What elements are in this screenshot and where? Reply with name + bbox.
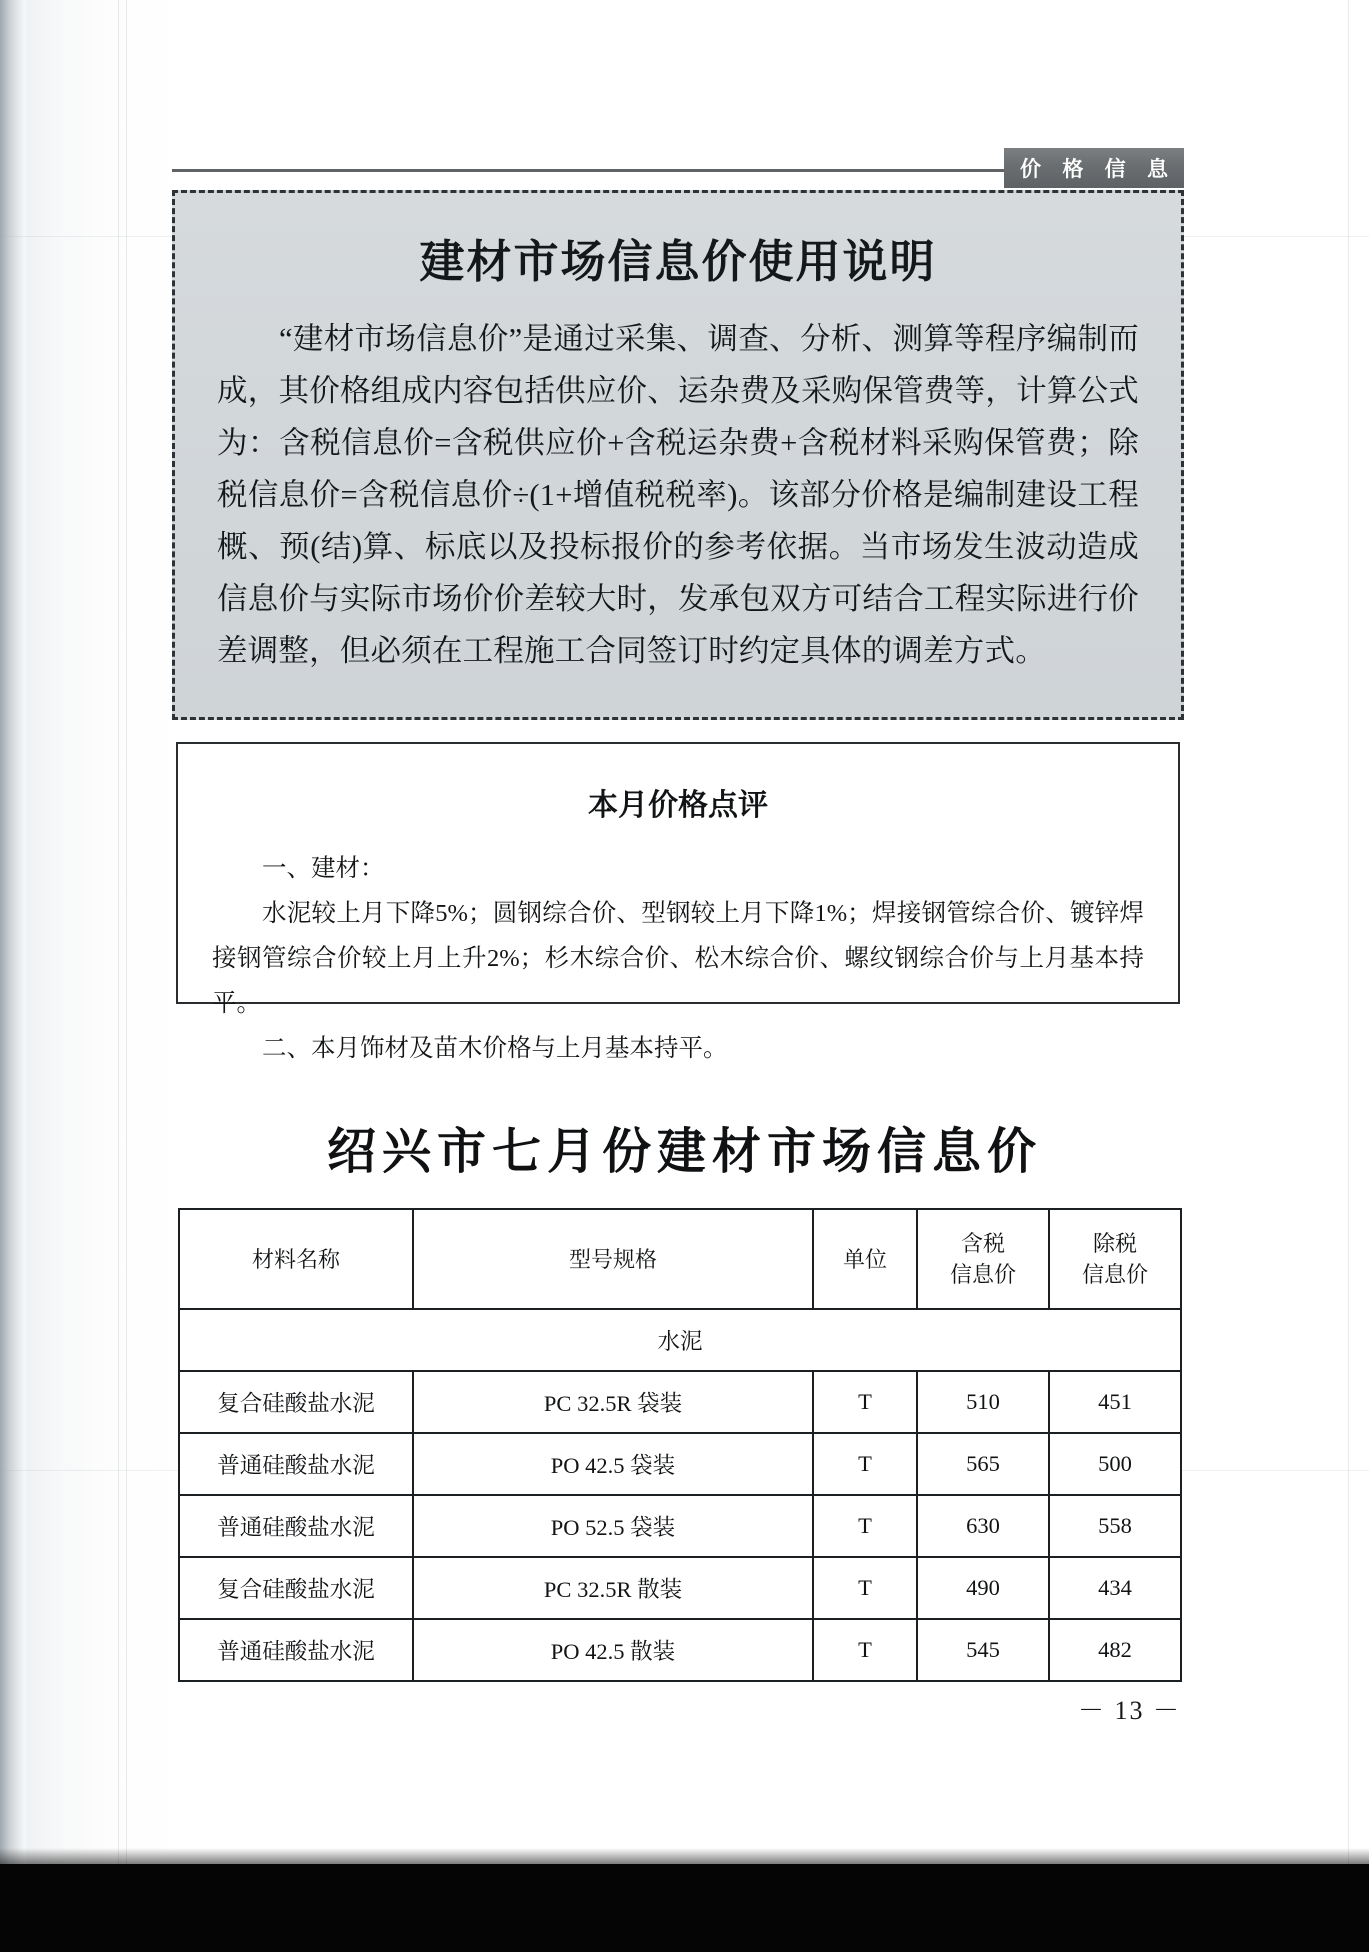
page-number: － 13 － <box>1077 1696 1181 1725</box>
net-price-line-1: 除税 <box>1092 1231 1137 1256</box>
price-table-body <box>179 1309 1181 1681</box>
price-table <box>178 1208 1182 1682</box>
price-table-title: 绍兴市七月份建材市场信息价 <box>326 1123 1042 1180</box>
cell-tax-exclusive-price: 451 <box>1049 1371 1181 1433</box>
cell-tax-inclusive-price: 490 <box>917 1557 1049 1619</box>
cell-tax-exclusive-price: 434 <box>1049 1557 1181 1619</box>
cell-tax-inclusive-price: 510 <box>917 1371 1049 1433</box>
cell-unit: T <box>813 1619 917 1681</box>
column-header-tax-exclusive-price <box>1049 1209 1181 1309</box>
table-row <box>179 1495 1181 1557</box>
table-row <box>179 1557 1181 1619</box>
cell-tax-exclusive-price: 482 <box>1049 1619 1181 1681</box>
review-title: 本月价格点评 <box>588 788 768 823</box>
cell-tax-inclusive-price: 565 <box>917 1433 1049 1495</box>
review-item-1-label: 一、建材： <box>262 855 385 882</box>
usage-notice-panel <box>172 190 1184 720</box>
table-group-row <box>179 1309 1181 1371</box>
table-header-row <box>179 1209 1181 1309</box>
cell-unit: T <box>813 1433 917 1495</box>
table-row <box>179 1619 1181 1681</box>
tax-price-line-2: 信息价 <box>949 1262 1016 1287</box>
cell-specification: PO 52.5 袋装 <box>413 1495 813 1557</box>
cell-material-name: 复合硅酸盐水泥 <box>179 1557 413 1619</box>
price-table-head <box>179 1209 1181 1309</box>
cell-material-name: 普通硅酸盐水泥 <box>179 1433 413 1495</box>
cell-specification: PO 42.5 袋装 <box>413 1433 813 1495</box>
column-header-material-name: 材料名称 <box>179 1209 413 1309</box>
tax-price-line-1: 含税 <box>960 1231 1005 1256</box>
group-label-cement: 水泥 <box>179 1309 1181 1371</box>
cell-specification: PO 42.5 散装 <box>413 1619 813 1681</box>
header-rule <box>172 169 1006 172</box>
cell-tax-inclusive-price: 545 <box>917 1619 1049 1681</box>
notice-body: “建材市场信息价”是通过采集、调查、分析、测算等程序编制而成，其价格组成内容包括供应价、运杂费及采购保管费等，计算公式为：含税信息价=含税供应价+含税运杂费+含税材料采购保管费；除税信息价=含税信息价÷(1+增值税税率)。该部分价格是编制建设工程概、预(结)算、标底以及投标报价的参考依据。当市场发生波动造成信息价与实际市场价价差较大时，发承包双方可结合工程实际进行价差调整，但必须在工程施工合同签订时约定具体的调差方式。 <box>217 321 1139 668</box>
notice-title: 建材市场信息价使用说明 <box>419 235 937 288</box>
net-price-line-2: 信息价 <box>1081 1262 1148 1287</box>
table-row <box>179 1433 1181 1495</box>
cell-specification: PC 32.5R 散装 <box>413 1557 813 1619</box>
cell-tax-exclusive-price: 558 <box>1049 1495 1181 1557</box>
review-item-1-text: 水泥较上月下降5%；圆钢综合价、型钢较上月下降1%；焊接钢管综合价、镀锌焊接钢管综合价较上月上升2%；杉木综合价、松木综合价、螺纹钢综合价与上月基本持平。 <box>212 900 1144 1017</box>
cell-tax-exclusive-price: 500 <box>1049 1433 1181 1495</box>
column-header-tax-inclusive-price <box>917 1209 1049 1309</box>
cell-material-name: 普通硅酸盐水泥 <box>179 1619 413 1681</box>
running-header <box>172 148 1184 188</box>
cell-material-name: 普通硅酸盐水泥 <box>179 1495 413 1557</box>
section-tag: 价 格 信 息 <box>1004 148 1184 188</box>
cell-material-name: 复合硅酸盐水泥 <box>179 1371 413 1433</box>
table-row <box>179 1371 1181 1433</box>
cell-tax-inclusive-price: 630 <box>917 1495 1049 1557</box>
cell-specification: PC 32.5R 袋装 <box>413 1371 813 1433</box>
cell-unit: T <box>813 1495 917 1557</box>
column-header-unit: 单位 <box>813 1209 917 1309</box>
cell-unit: T <box>813 1371 917 1433</box>
column-header-specification: 型号规格 <box>413 1209 813 1309</box>
scan-bottom-band <box>0 1864 1369 1952</box>
monthly-review-panel <box>176 742 1180 1062</box>
cell-unit: T <box>813 1557 917 1619</box>
review-item-2-text: 二、本月饰材及苗木价格与上月基本持平。 <box>262 1035 728 1062</box>
